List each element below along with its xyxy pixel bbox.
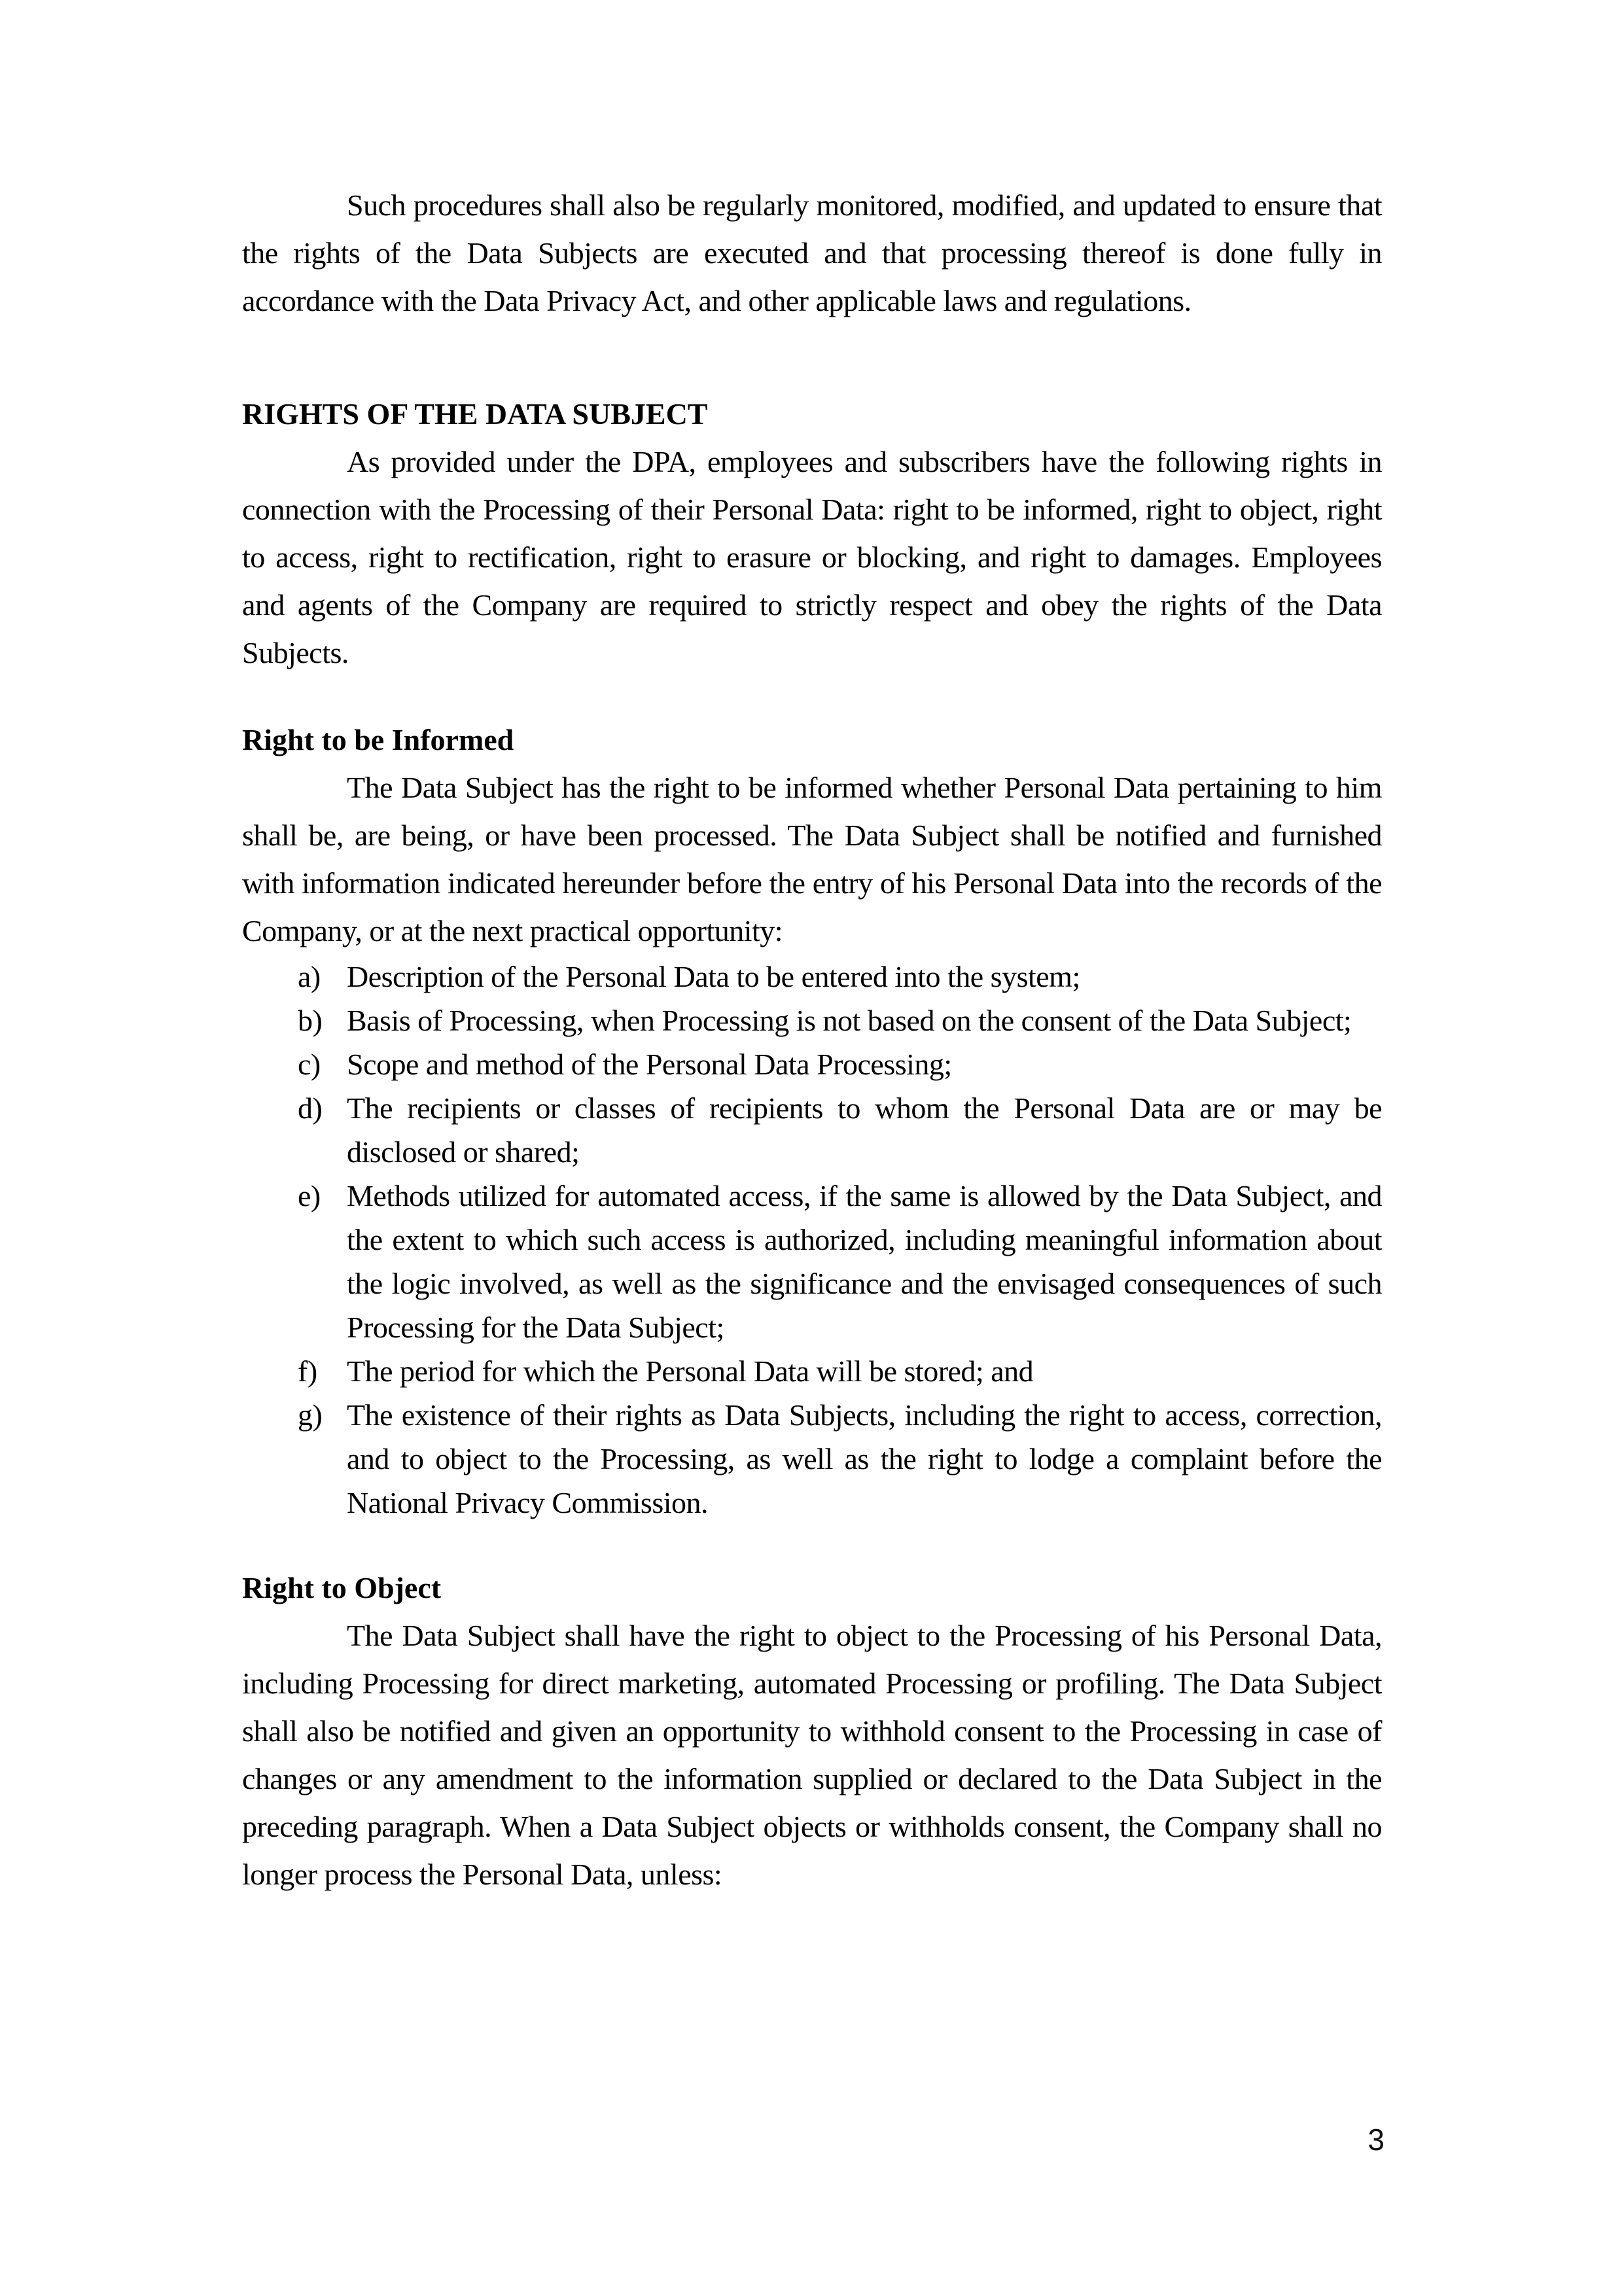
list-item-d (242, 1086, 1382, 1174)
page-number: 3 (1368, 2123, 1385, 2157)
list-item-label: f) (298, 1354, 317, 1388)
list-item-text: Basis of Processing, when Processing is not based on the consent of the Data Subject; (347, 1004, 1352, 1037)
intro-paragraph: Such procedures shall also be regularly monitored, modified, and updated to ensure that the rights of the Data Subjects are executed and that processing thereof is done fully in accordance with the Data Privacy Act, and other applicable laws and regulations. (242, 188, 1382, 317)
list-item-text: The recipients or classes of recipients to whom the Personal Data are or may be disclosed or shared; (347, 1091, 1382, 1169)
right-to-object-paragraph: The Data Subject shall have the right to object to the Processing of his Personal Data, including Processing for direct marketing, automated Processing or profiling. The Data Subject shall also be notified and given an opportunity to withhold consent to the Processing in case of changes or any amendment to the information supplied or declared to the Data Subject in the preceding paragraph. When a Data Subject objects or withholds consent, the Company shall no longer process the Personal Data, unless: (242, 1619, 1382, 1891)
list-item-label: d) (298, 1091, 323, 1125)
heading-right-to-object: Right to Object (242, 1571, 442, 1604)
list-item-g (242, 1393, 1382, 1525)
list-item-text: Methods utilized for automated access, if the same is allowed by the Data Subject, and the extent to which such access is authorized, including meaningful information about the logic involved, as well as the significance and the envisaged consequences of such Processing for the Data Subject; (347, 1179, 1382, 1344)
list-item-label: g) (298, 1398, 323, 1432)
section-heading-rights-of-the-data-subject: RIGHTS OF THE DATA SUBJECT (242, 397, 708, 431)
list-item-text: The period for which the Personal Data will be stored; and (347, 1354, 1034, 1388)
list-item-text: Description of the Personal Data to be entered into the system; (347, 960, 1080, 993)
list-item-b (242, 998, 1382, 1042)
list-item-label: b) (298, 1004, 323, 1037)
list-item-text: Scope and method of the Personal Data Processing; (347, 1048, 952, 1081)
list-item-text: The existence of their rights as Data Subjects, including the right to access, correction, and to object to the Processing, as well as the right to lodge a complaint before the National Privacy Commission. (347, 1398, 1382, 1519)
list-item-a (242, 955, 1382, 998)
informed-items-list (242, 955, 1382, 1525)
document-content (242, 181, 1382, 1898)
section-intro-paragraph: As provided under the DPA, employees and subscribers have the following rights in connection with the Processing of their Personal Data: right to be informed, right to object, right to access, right to rectification, right to erasure or blocking, and right to damages. Employees and agents of the Company are required to strictly respect and obey the rights of the Data Subjects. (242, 445, 1382, 669)
right-to-be-informed-paragraph: The Data Subject has the right to be informed whether Personal Data pertaining to him shall be, are being, or have been processed. The Data Subject shall be notified and furnished with information indicated hereunder before the entry of his Personal Data into the records of the Company, or at the next practical opportunity: (242, 771, 1382, 947)
heading-right-to-be-informed: Right to be Informed (242, 723, 514, 756)
list-item-c (242, 1042, 1382, 1086)
list-item-e (242, 1174, 1382, 1349)
list-item-label: e) (298, 1179, 321, 1212)
list-item-label: a) (298, 960, 321, 993)
list-item-f (242, 1349, 1382, 1393)
list-item-label: c) (298, 1048, 321, 1081)
